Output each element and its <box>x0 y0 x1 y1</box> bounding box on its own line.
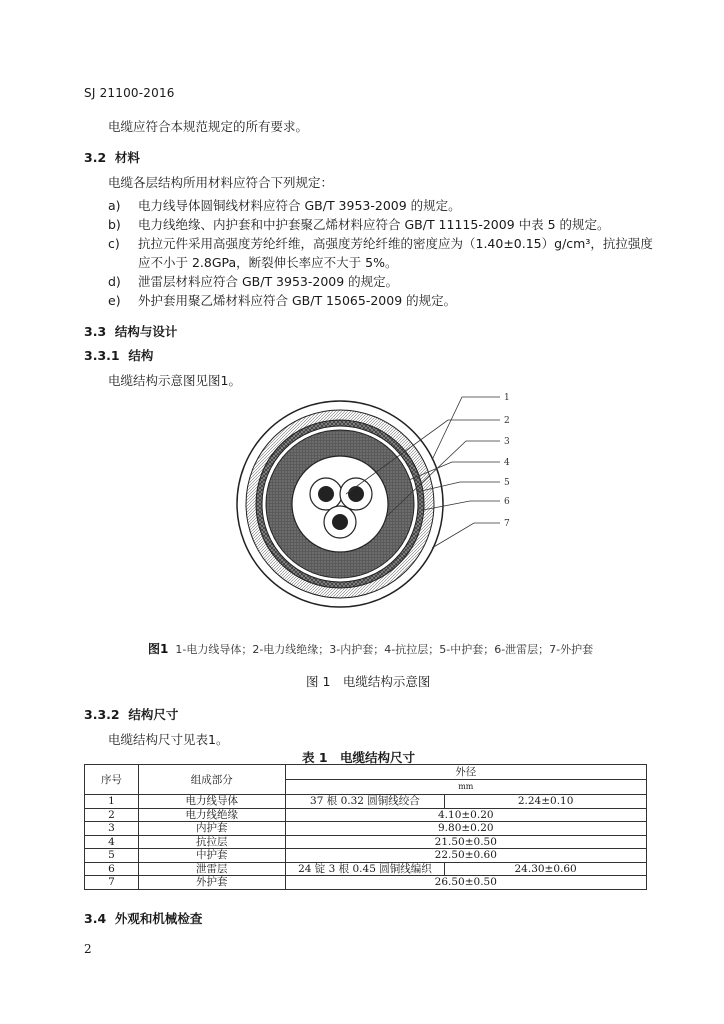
page-number: 2 <box>84 942 92 956</box>
table-row <box>85 862 647 876</box>
cell-diameter: 9.80±0.20 <box>285 822 646 836</box>
section-number: 3.2 <box>84 150 107 165</box>
callout-numbers <box>504 393 510 529</box>
leader-line-1 <box>432 397 500 460</box>
table-row <box>85 795 647 809</box>
list-text: 电力线绝缘、内护套和中护套聚乙烯材料应符合 GB/T 11115-2009 中表 5 的规定。 <box>138 217 610 232</box>
table-row <box>85 876 647 890</box>
figure-legend <box>148 640 593 657</box>
section-number: 3.3.1 <box>84 348 120 363</box>
cell-diameter: 21.50±0.50 <box>285 835 646 849</box>
section-title: 材料 <box>114 150 140 165</box>
cell-no: 4 <box>85 835 139 849</box>
callout-5: 5 <box>504 478 510 488</box>
list-mark: a) <box>108 198 121 213</box>
conductor-core <box>348 486 364 502</box>
table-header-row <box>85 765 647 780</box>
table-row <box>85 822 647 836</box>
list-text: 抗拉元件采用高强度芳纶纤维，高强度芳纶纤维的密度应为（1.40±0.15）g/cm³，抗拉强度 <box>138 236 653 251</box>
list-mark: c) <box>108 236 120 251</box>
cable-layers <box>237 401 443 607</box>
section-number: 3.3.2 <box>84 707 120 722</box>
header-part: 组成部分 <box>138 765 285 795</box>
cell-diameter: 26.50±0.50 <box>285 876 646 890</box>
section-3-3-2-lead: 电缆结构尺寸见表1。 <box>108 732 229 747</box>
cell-diameter: 4.10±0.20 <box>285 808 646 822</box>
header-no: 序号 <box>85 765 139 795</box>
list-text: 外护套用聚乙烯材料应符合 GB/T 15065-2009 的规定。 <box>138 293 457 308</box>
callout-6: 6 <box>504 497 510 507</box>
standard-number: SJ 21100-2016 <box>84 86 175 100</box>
list-item-c-continuation: 应不小于 2.8GPa，断裂伸长率应不大于 5%。 <box>138 255 398 270</box>
section-title: 结构 <box>128 348 154 363</box>
section-3-3-2-heading <box>84 705 178 723</box>
cell-part: 中护套 <box>138 849 285 863</box>
list-mark: e) <box>108 293 121 308</box>
figure-legend-text: 1-电力线导体；2-电力线绝缘；3-内护套；4-抗拉层；5-中护套；6-泄雷层；7-外护套 <box>175 643 594 656</box>
callout-1: 1 <box>504 393 510 403</box>
list-text: 泄雷层材料应符合 GB/T 3953-2009 的规定。 <box>138 274 399 289</box>
cell-diameter: 24.30±0.60 <box>445 862 647 876</box>
cell-part: 电力线绝缘 <box>138 808 285 822</box>
structure-dimension-table <box>84 764 647 890</box>
figure-legend-label: 图1 <box>148 642 169 656</box>
cell-no: 6 <box>85 862 139 876</box>
figure-caption: 图 1 电缆结构示意图 <box>306 674 431 689</box>
callout-4: 4 <box>504 458 510 468</box>
cell-part: 外护套 <box>138 876 285 890</box>
section-number: 3.3 <box>84 324 107 339</box>
intro-paragraph: 电缆应符合本规范规定的所有要求。 <box>108 119 309 134</box>
conductor-core <box>318 486 334 502</box>
cell-no: 3 <box>85 822 139 836</box>
section-title: 结构尺寸 <box>128 707 179 722</box>
list-mark: b) <box>108 217 121 232</box>
callout-3: 3 <box>504 437 510 447</box>
cell-no: 7 <box>85 876 139 890</box>
cell-part: 抗拉层 <box>138 835 285 849</box>
leader-line-7 <box>432 523 500 548</box>
list-mark: d) <box>108 274 121 289</box>
callout-2: 2 <box>504 416 510 426</box>
callout-7: 7 <box>504 519 510 529</box>
section-3-4-heading <box>84 909 202 927</box>
header-diameter: 外径 <box>285 765 646 780</box>
cell-part: 电力线导体 <box>138 795 285 809</box>
section-3-2-lead: 电缆各层结构所用材料应符合下列规定： <box>108 175 334 190</box>
cell-diameter: 2.24±0.10 <box>445 795 647 809</box>
cell-diameter: 22.50±0.60 <box>285 849 646 863</box>
table-row <box>85 835 647 849</box>
cell-construction: 24 锭 3 根 0.45 圆铜线编织 <box>285 862 445 876</box>
cell-construction: 37 根 0.32 圆铜线绞合 <box>285 795 445 809</box>
section-3-3-1-lead: 电缆结构示意图见图1。 <box>108 373 241 388</box>
cell-part: 泄雷层 <box>138 862 285 876</box>
cell-no: 1 <box>85 795 139 809</box>
cell-part: 内护套 <box>138 822 285 836</box>
list-text: 电力线导体圆铜线材料应符合 GB/T 3953-2009 的规定。 <box>138 198 461 213</box>
cell-no: 2 <box>85 808 139 822</box>
section-title: 外观和机械检查 <box>114 911 203 926</box>
cell-no: 5 <box>85 849 139 863</box>
conductor-core <box>332 514 348 530</box>
table-title: 表 1 电缆结构尺寸 <box>302 750 416 765</box>
section-title: 结构与设计 <box>114 324 178 339</box>
header-unit: mm <box>285 780 646 795</box>
table-row <box>85 849 647 863</box>
table-row <box>85 808 647 822</box>
section-number: 3.4 <box>84 911 107 926</box>
